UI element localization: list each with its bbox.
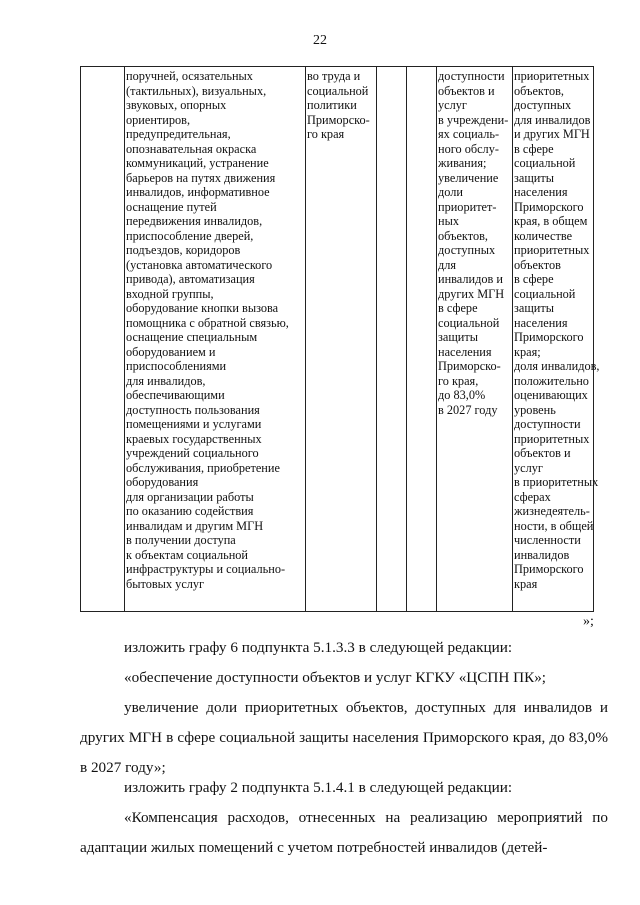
table-cell-line: Приморского [514, 199, 584, 214]
table-cell-line: в сфере [514, 141, 554, 156]
table-cell-line: доля инвалидов, [514, 359, 600, 373]
table-cell-line: для инвалидов, [126, 373, 206, 388]
table-cell-line: приоритет- [438, 199, 497, 214]
table-col-3 [306, 67, 377, 611]
table-cell-line: увеличение [438, 170, 499, 185]
table-cell-line: обслуживания, приобретение [126, 460, 280, 475]
table-cell-line: к объектам социальной [126, 547, 249, 562]
table-cell-line: оборудование кнопки вызова [126, 301, 279, 315]
table-cell-line: учреждений социального [126, 446, 259, 460]
table-col-4 [377, 67, 407, 611]
table-cell-line: жизнедеятель- [514, 504, 590, 518]
table-cell-line: (тактильных), визуальных, [126, 83, 267, 98]
table-cell-line: количестве [514, 228, 573, 243]
table-cell-result [437, 67, 512, 417]
table-cell-line: края, в общем [514, 214, 588, 228]
table-cell-line: объектов, [438, 228, 488, 243]
table-cell-line: предупредительная, [126, 127, 231, 141]
table-cell-line: края; [514, 344, 541, 359]
table-cell-line: доли [438, 185, 463, 199]
table-cell-line: защиты [438, 330, 479, 344]
table-cell-line: в учреждени- [438, 112, 509, 127]
table-cell-line: бытовых услуг [126, 576, 205, 591]
continuation-table [80, 66, 600, 612]
table-cell-line: для [438, 257, 457, 272]
table-cell-line: ориентиров, [126, 112, 191, 127]
table-cell-line: передвижения инвалидов, [126, 214, 263, 228]
table-cell-line: Приморско- [307, 112, 370, 127]
table-cell-line: во труда и [307, 69, 361, 83]
table-col-5 [407, 67, 437, 611]
table-cell-line: го края [307, 127, 345, 141]
table-cell-line: Приморско- [438, 359, 501, 373]
closing-quote-mark: »; [583, 614, 594, 629]
table-cell-line: звуковых, опорных [126, 98, 227, 112]
table-cell-line: положительно [514, 373, 589, 388]
table-cell-line: социальной [514, 156, 576, 170]
table-cell-line: услуг [438, 98, 467, 112]
table-cell-line: ях социаль- [438, 127, 500, 141]
table-cell-line: доступности [514, 417, 581, 431]
table-cell-line: инфраструктуры и социально- [126, 562, 286, 576]
table-cell-line: входной группы, [126, 286, 214, 301]
table-cell-line: приоритетных [514, 69, 590, 83]
table-col-2 [125, 67, 306, 611]
table-cell-line: приспособлениями [126, 359, 227, 373]
table-cell-line: помощника с обратной связью, [126, 315, 289, 330]
table-cell-line: оборудованием и [126, 344, 216, 359]
table-cell-line: Приморского [514, 330, 584, 344]
table-cell-line: социальной [514, 286, 576, 301]
table-cell-line: оборудования [126, 475, 199, 489]
table-cell-line: ных [438, 214, 459, 228]
table-cell-line: инвалидам и другим МГН [126, 518, 264, 533]
table-cell-line: в сфере [438, 301, 478, 315]
table-cell-line: поручней, осязательных [126, 69, 253, 83]
table-cell-line: живания; [438, 156, 487, 170]
table-cell-line: по оказанию содействия [126, 504, 254, 518]
table-cell-line: инвалидов, информативное [126, 185, 270, 199]
table-cell-line: в получении доступа [126, 533, 236, 547]
table-cell-line: социальной [307, 83, 369, 98]
table-cell-line: других МГН [438, 286, 505, 301]
table-cell-line: населения [514, 185, 568, 199]
table-cell-executor [306, 67, 376, 142]
table-cell-line: ного обслу- [438, 141, 499, 156]
table-cell-line: (установка автоматического [126, 257, 273, 272]
table-cell-line: приоритетных [514, 243, 590, 257]
table-cell-line: защиты [514, 170, 555, 185]
table-cell-line: доступность пользования [126, 402, 260, 417]
table-cell-line: населения [514, 315, 568, 330]
table-cell-line: оснащение путей [126, 199, 217, 214]
table-cell-line: социальной [438, 315, 500, 330]
table-cell-line: и других МГН [514, 127, 590, 141]
table-cell-line: Приморского [514, 562, 584, 576]
paragraph-3: увеличение доли приоритетных объектов, доступных для инвалидов и других МГН в сфере социальной защиты населения Приморского края, до 83,0% в 2027 году»; [80, 699, 608, 776]
paragraph-1: изложить графу 6 подпункта 5.1.3.3 в следующей редакции: [124, 639, 513, 656]
table-cell-line: для инвалидов [514, 112, 591, 127]
table-cell-line: уровень [514, 402, 556, 417]
table-cell-line: защиты [514, 301, 555, 315]
table-cell-line: края [514, 576, 538, 591]
table-cell-line: в 2027 году [438, 402, 498, 417]
table-cell-line: объектов [514, 257, 561, 272]
table-cell-line: до 83,0% [438, 388, 486, 402]
table-cell-line: приспособление дверей, [126, 228, 254, 243]
table-cell-line: приоритетных [514, 431, 590, 446]
table-col-6 [437, 67, 513, 611]
table-cell-line: в сфере [514, 272, 554, 286]
table-col-1 [81, 67, 125, 611]
table-cell-line: инвалидов [514, 547, 570, 562]
table-cell-line: объектов и [514, 446, 571, 460]
table-cell-line: доступности [438, 69, 505, 83]
paragraph-2: «обеспечение доступности объектов и услуг КГКУ «ЦСПН ПК»; [124, 669, 547, 686]
table-cell-line: услуг [514, 460, 543, 475]
paragraph-4: изложить графу 2 подпункта 5.1.4.1 в следующей редакции: [124, 779, 513, 796]
table-cell-line: краевых государственных [126, 431, 262, 446]
paragraph-5: «Компенсация расходов, отнесенных на реализацию мероприятий по адаптации жилых помещений с учетом потребностей инвалидов (детей- [80, 809, 608, 856]
table-cell-line: оснащение специальным [126, 330, 258, 344]
table-cell-line: барьеров на путях движения [126, 170, 276, 185]
table-cell-line: коммуникаций, устранение [126, 156, 269, 170]
table-cell-line: подъездов, коридоров [126, 243, 241, 257]
table-cell-line: обеспечивающими [126, 388, 225, 402]
table-cell-line: оценивающих [514, 388, 588, 402]
table-cell-line: доступных [514, 98, 572, 112]
table-cell-line: ности, в общей [514, 518, 594, 533]
table-cell-line: численности [514, 533, 581, 547]
table-cell-line: помещениями и услугами [126, 417, 262, 431]
table-cell-line: политики [307, 98, 357, 112]
table-cell-line: сферах [514, 489, 551, 504]
table-cell-line: го края, [438, 373, 479, 388]
table-cell-line: объектов, [514, 83, 564, 98]
page-number: 22 [313, 33, 327, 48]
table-cell-line: объектов и [438, 83, 495, 98]
table-cell-line: опознавательная окраска [126, 141, 257, 156]
table-cell-line: для организации работы [126, 489, 254, 504]
table-col-7 [513, 67, 600, 611]
table-cell-line: привода), автоматизация [126, 272, 255, 286]
table-cell-indicators [513, 67, 600, 591]
table-cell-line: инвалидов и [438, 272, 503, 286]
table-cell-line: доступных [438, 243, 496, 257]
table-cell-line: населения [438, 344, 492, 359]
table-cell-line: в приоритетных [514, 475, 599, 489]
table-cell-measures [125, 67, 305, 591]
